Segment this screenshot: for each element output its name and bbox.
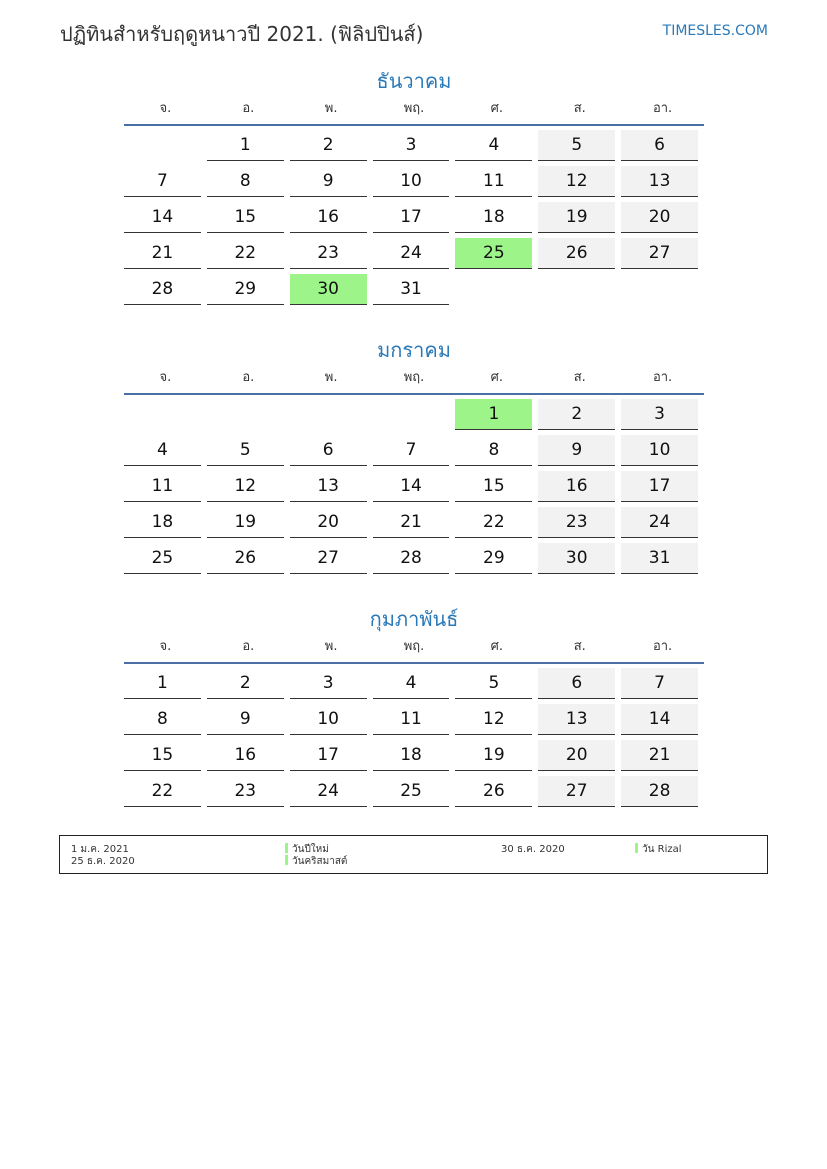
weekday-label: พฤ. — [403, 101, 425, 116]
legend-date: 30 ธ.ค. 2020 — [501, 844, 565, 855]
day-cell: 31 — [621, 543, 698, 574]
month-name: มกราคม — [377, 338, 451, 362]
weekday-label: จ. — [159, 101, 172, 116]
day-cell: 28 — [621, 776, 698, 807]
day-cell: 2 — [207, 668, 284, 699]
day-cell: 20 — [621, 202, 698, 233]
day-cell: 31 — [373, 274, 450, 305]
brand-link[interactable]: TIMESLES.COM — [662, 23, 768, 39]
day-cell: 7 — [124, 166, 201, 197]
day-cell: 29 — [455, 543, 532, 574]
day-cell: 2 — [290, 130, 367, 161]
day-cell: 21 — [621, 740, 698, 771]
day-cell: 13 — [621, 166, 698, 197]
day-cell: 20 — [538, 740, 615, 771]
week-row — [124, 126, 704, 162]
day-cell: 12 — [538, 166, 615, 197]
weekday-label: ส. — [573, 370, 586, 385]
month-name: ธันวาคม — [376, 69, 452, 93]
empty-day-cell — [621, 274, 698, 304]
day-cell: 19 — [455, 740, 532, 771]
day-cell: 15 — [124, 740, 201, 771]
empty-day-cell — [124, 130, 201, 160]
day-cell: 15 — [207, 202, 284, 233]
week-row — [124, 234, 704, 270]
week-row — [124, 467, 704, 503]
day-cell: 9 — [207, 704, 284, 735]
day-cell: 5 — [455, 668, 532, 699]
weekday-label: อา. — [652, 101, 673, 116]
day-cell: 3 — [290, 668, 367, 699]
legend-date: 25 ธ.ค. 2020 — [71, 856, 135, 867]
day-cell: 26 — [455, 776, 532, 807]
day-cell: 19 — [538, 202, 615, 233]
day-cell: 22 — [124, 776, 201, 807]
weekday-label: พ. — [324, 639, 338, 654]
day-cell: 24 — [373, 238, 450, 269]
day-cell: 18 — [373, 740, 450, 771]
day-cell: 4 — [124, 435, 201, 466]
day-cell: 26 — [207, 543, 284, 574]
legend-entry — [635, 842, 682, 857]
empty-day-cell — [455, 274, 532, 304]
weekday-label: ศ. — [490, 370, 504, 385]
holiday-color-marker — [285, 843, 288, 853]
day-cell: 13 — [290, 471, 367, 502]
weekday-label: อา. — [652, 639, 673, 654]
day-cell: 10 — [373, 166, 450, 197]
weekday-label: ส. — [573, 101, 586, 116]
day-cell: 12 — [455, 704, 532, 735]
day-cell: 27 — [621, 238, 698, 269]
legend-holiday-name: วันปีใหม่ — [292, 844, 329, 855]
week-row — [124, 736, 704, 772]
weekday-label: อ. — [242, 101, 255, 116]
day-cell: 25 — [373, 776, 450, 807]
day-cell: 25 — [455, 238, 532, 269]
day-cell: 10 — [290, 704, 367, 735]
weekday-label: อา. — [652, 370, 673, 385]
weekday-label: ศ. — [490, 639, 504, 654]
week-row — [124, 503, 704, 539]
weekday-label: พ. — [324, 101, 338, 116]
empty-day-cell — [124, 399, 201, 429]
day-cell: 7 — [373, 435, 450, 466]
empty-day-cell — [290, 399, 367, 429]
day-cell: 24 — [290, 776, 367, 807]
day-cell: 30 — [290, 274, 367, 305]
holiday-color-marker — [635, 843, 638, 853]
day-cell: 11 — [455, 166, 532, 197]
empty-day-cell — [538, 274, 615, 304]
day-cell: 17 — [290, 740, 367, 771]
day-cell: 14 — [621, 704, 698, 735]
weekday-label: จ. — [159, 370, 172, 385]
weekday-label: ส. — [573, 639, 586, 654]
day-cell: 10 — [621, 435, 698, 466]
day-cell: 2 — [538, 399, 615, 430]
month-block — [124, 66, 704, 306]
day-cell: 23 — [207, 776, 284, 807]
day-cell: 22 — [207, 238, 284, 269]
weekday-label: จ. — [159, 639, 172, 654]
day-cell: 18 — [455, 202, 532, 233]
day-cell: 9 — [538, 435, 615, 466]
day-cell: 27 — [290, 543, 367, 574]
weekday-label: พ. — [324, 370, 338, 385]
day-cell: 4 — [455, 130, 532, 161]
day-cell: 16 — [207, 740, 284, 771]
day-cell: 8 — [207, 166, 284, 197]
day-cell: 8 — [124, 704, 201, 735]
day-cell: 16 — [290, 202, 367, 233]
day-cell: 8 — [455, 435, 532, 466]
weekday-label: พฤ. — [403, 370, 425, 385]
day-cell: 5 — [207, 435, 284, 466]
day-cell: 21 — [373, 507, 450, 538]
day-cell: 9 — [290, 166, 367, 197]
page-title: ปฏิทินสำหรับฤดูหนาวปี 2021. (ฟิลิปปินส์) — [60, 22, 424, 46]
day-cell: 5 — [538, 130, 615, 161]
day-cell: 6 — [621, 130, 698, 161]
holiday-color-marker — [285, 855, 288, 865]
day-cell: 3 — [373, 130, 450, 161]
weekday-header — [124, 96, 704, 126]
legend-holiday-name: วันคริสมาสต์ — [292, 856, 348, 867]
day-cell: 18 — [124, 507, 201, 538]
week-row — [124, 270, 704, 306]
weekday-label: ศ. — [490, 101, 504, 116]
day-cell: 16 — [538, 471, 615, 502]
week-row — [124, 431, 704, 467]
day-cell: 1 — [207, 130, 284, 161]
day-cell: 29 — [207, 274, 284, 305]
legend-date: 1 ม.ค. 2021 — [71, 844, 129, 855]
weekday-header — [124, 365, 704, 395]
day-cell: 3 — [621, 399, 698, 430]
day-cell: 14 — [373, 471, 450, 502]
month-block — [124, 335, 704, 575]
day-cell: 22 — [455, 507, 532, 538]
week-row — [124, 395, 704, 431]
holiday-legend — [59, 835, 768, 874]
day-cell: 15 — [455, 471, 532, 502]
day-cell: 6 — [290, 435, 367, 466]
week-row — [124, 539, 704, 575]
day-cell: 27 — [538, 776, 615, 807]
week-row — [124, 772, 704, 808]
month-name: กุมภาพันธ์ — [369, 607, 459, 631]
day-cell: 30 — [538, 543, 615, 574]
weekday-label: อ. — [242, 370, 255, 385]
day-cell: 23 — [290, 238, 367, 269]
week-row — [124, 198, 704, 234]
day-cell: 25 — [124, 543, 201, 574]
day-cell: 12 — [207, 471, 284, 502]
day-cell: 4 — [373, 668, 450, 699]
day-cell: 17 — [621, 471, 698, 502]
day-cell: 11 — [124, 471, 201, 502]
day-cell: 21 — [124, 238, 201, 269]
week-row — [124, 162, 704, 198]
day-cell: 1 — [455, 399, 532, 430]
empty-day-cell — [207, 399, 284, 429]
weekday-header — [124, 634, 704, 664]
day-cell: 19 — [207, 507, 284, 538]
weekday-label: อ. — [242, 639, 255, 654]
weekday-label: พฤ. — [403, 639, 425, 654]
day-cell: 1 — [124, 668, 201, 699]
month-block — [124, 604, 704, 808]
day-cell: 28 — [124, 274, 201, 305]
empty-day-cell — [373, 399, 450, 429]
day-cell: 20 — [290, 507, 367, 538]
day-cell: 24 — [621, 507, 698, 538]
legend-entry — [285, 854, 347, 869]
week-row — [124, 664, 704, 700]
day-cell: 7 — [621, 668, 698, 699]
day-cell: 14 — [124, 202, 201, 233]
week-row — [124, 700, 704, 736]
day-cell: 17 — [373, 202, 450, 233]
day-cell: 6 — [538, 668, 615, 699]
legend-holiday-name: วัน Rizal — [642, 844, 682, 855]
day-cell: 28 — [373, 543, 450, 574]
day-cell: 13 — [538, 704, 615, 735]
day-cell: 23 — [538, 507, 615, 538]
day-cell: 11 — [373, 704, 450, 735]
day-cell: 26 — [538, 238, 615, 269]
